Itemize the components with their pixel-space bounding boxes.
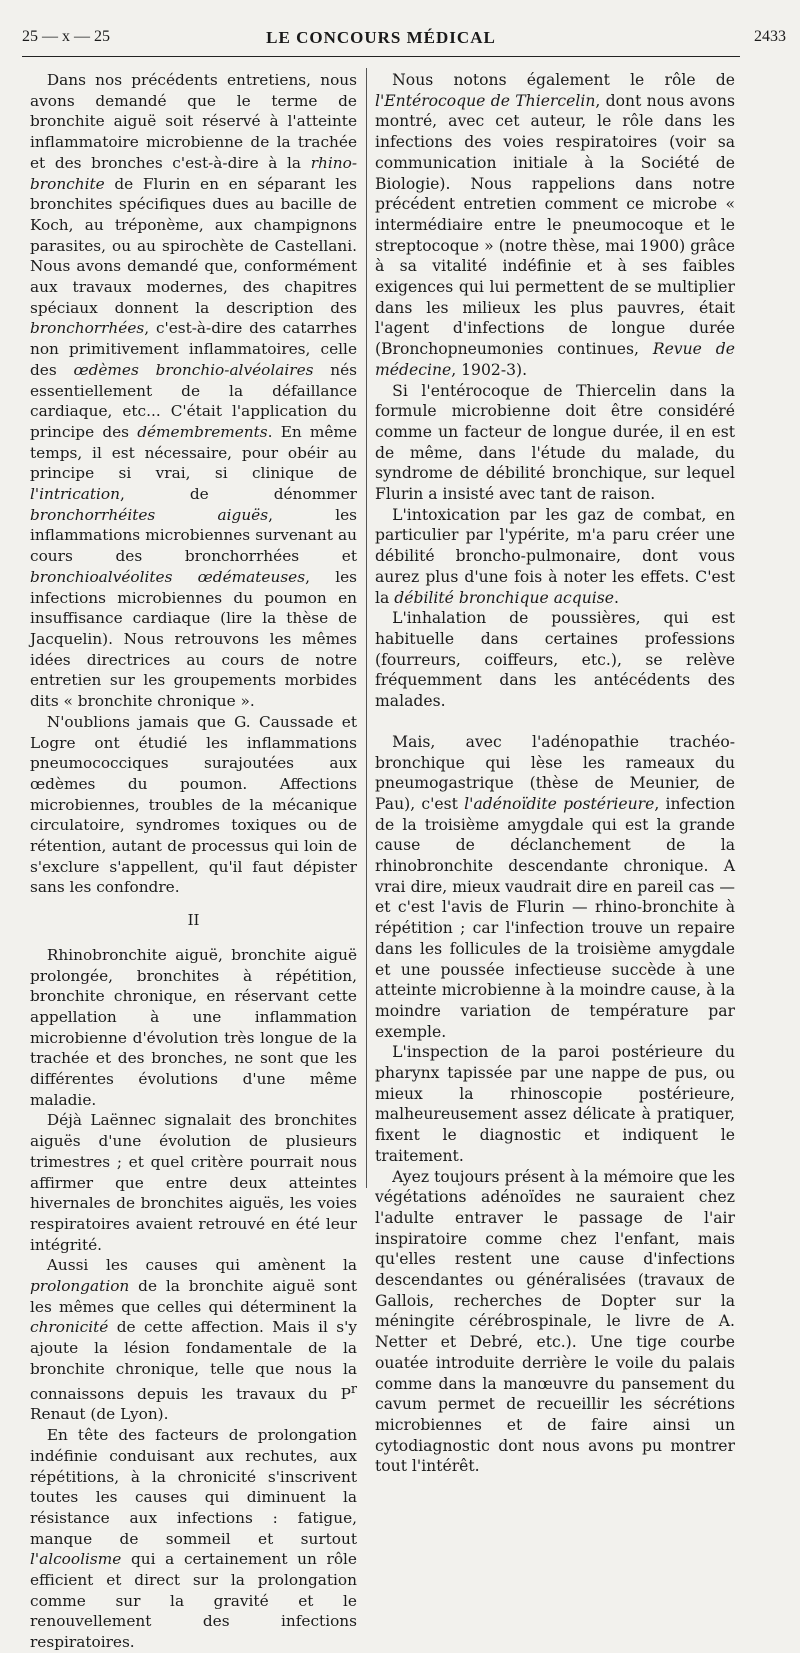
paragraph: Rhinobronchite aiguë, bronchite aiguë prolongée, bronchites à répétition, bronchite chronique, en réservant cette appellation à une inflammation microbienne d'évolution très longue de la trachée et des bronches, ne sont que les différentes évolutions d'une même maladie. [30,945,357,1109]
paragraph: Déjà Laënnec signalait des bronchites aiguës d'une évolution de plusieurs trimestres ; et quel critère pourrait nous affirmer que entre deux atteintes hivernales de bronchites aiguës, les voies respiratoires avaient retrouvé en été leur intégrité. [30,1111,357,1254]
page-number: 2433 [754,28,786,45]
paragraph: Mais, avec l'adénopathie trachéo-bronchique qui lèse les rameaux du pneumogastrique (thèse de Meunier, de Pau), c'est l'adénoïdite postérieure, infection de la troisième amygdale qui est la grande cause de déclanchement de la rhinobronchite descendante chronique. A vrai dire, mieux vaudrait dire en pareil cas — et c'est l'avis de Flurin — rhino-bronchite à répétition ; car l'infection trouve un repaire dans les follicules de la troisième amygdale et une poussée infectieuse succède à une atteinte microbienne à la moindre cause, à la moindre variation de température par exemple. [375,732,735,1041]
paragraph: Si l'entérocoque de Thiercelin dans la formule microbienne doit être considéré comme un facteur de longue durée, il en est de même, dans l'étude du malade, du syndrome de débilité bronchique, sur lequel Flurin a insisté avec tant de raison. [375,381,735,504]
paragraph: N'oublions jamais que G. Caussade et Logre ont étudié les inflammations pneumococciques surajoutées aux œdèmes du poumon. Affections microbiennes, troubles de la mécanique circulatoire, syndromes toxiques ou de rétention, autant de processus qui loin de s'exclure s'appellent, qu'il faut dépister sans les confondre. [30,712,357,897]
paragraph: Aussi les causes qui amènent la prolongation de la bronchite aiguë sont les mêmes que celles qui déterminent la chronicité de cette affection. Mais il s'y ajoute la lésion fondamentale de la bronchite chronique, telle que nous la connaissons depuis les travaux du $P^r$ Renaut (de Lyon). [30,1256,357,1424]
section-heading: II [187,911,200,930]
column-divider [366,68,367,1188]
header-issue-ref: 25 — x — 25 [22,28,110,45]
paragraph: L'inspection de la paroi postérieure du pharynx tapissée par une nappe de pus, ou mieux la rhinoscopie postérieure, malheureusement assez délicate à pratiquer, fixent le diagnostic et indiquent le traitement. [375,1043,735,1165]
left-column [30,70,357,1653]
paragraph: L'inhalation de poussières, qui est habituelle dans certaines professions (fourreurs, coiffeurs, etc.), se relève fréquemment dans les antécédents des malades. [375,609,735,711]
running-header [22,28,786,57]
paragraph: Ayez toujours présent à la mémoire que les végétations adénoïdes ne sauraient chez l'adulte entraver le passage de l'air inspiratoire comme chez l'enfant, mais qu'elles restent une cause d'infections descendantes ou généralisées (travaux de Gallois, recherches de Dopter sur la méningite cérébrospinale, le livre de A. Netter et Debré, etc.). Une tige courbe ouatée introduite derrière le voile du palais comme dans la manœuvre du pansement du cavum permet de recueillir les sécrétions microbiennes et de faire ainsi un cytodiagnostic dont nous avons pu montrer tout l'intérêt. [375,1167,735,1476]
journal-title: LE CONCOURS MÉDICAL [266,28,496,47]
paragraph: En tête des facteurs de prolongation indéfinie conduisant aux rechutes, aux répétitions, à la chronicité s'inscrivent toutes les causes qui diminuent la résistance aux infections : fatigue, manque de sommeil et surtout l'alcoolisme qui a certainement un rôle efficient et direct sur la prolongation comme sur la gravité et le renouvellement des infections respiratoires. [30,1426,357,1652]
spacer [375,712,735,732]
paragraph: Nous notons également le rôle de l'Entérocoque de Thiercelin, dont nous avons montré, avec cet auteur, le rôle dans les infections des voies respiratoires (voir sa communication initiale à la Société de Biologie). Nous rappelions dans notre précédent entretien comment ce microbe « intermédiaire entre le pneumocoque et le streptocoque » (notre thèse, mai 1900) grâce à sa vitalité indéfinie et à ses faibles exigences qui lui permettent de se multiplier dans les milieux les plus pauvres, était l'agent d'infections de longue durée (Bronchopneumonies continues, Revue de médecine, 1902-3). [375,71,735,379]
paragraph: Dans nos précédents entretiens, nous avons demandé que le terme de bronchite aiguë soit réservé à l'atteinte inflammatoire microbienne de la trachée et des bronches c'est-à-dire à la rhino-bronchite de Flurin en en séparant les bronchites spécifiques dues au bacille de Koch, au tréponème, aux champignons parasites, ou au spirochète de Castellani. Nous avons demandé que, conformément aux travaux modernes, des chapitres spéciaux donnent la description des bronchorrhées, c'est-à-dire des catarrhes non primitivement inflammatoires, celle des œdèmes bronchio-alvéolaires nés essentiellement de la défaillance cardiaque, etc... C'était l'application du principe des démembrements. En même temps, il est nécessaire, pour obéir au principe si vrai, si clinique de l'intrication, de dénommer bronchorrhéites aiguës, les inflammations microbiennes survenant au cours des bronchorrhées et bronchioalvéolites œdémateuses, les infections microbiennes du poumon en insuffisance cardiaque (lire la thèse de Jacquelin). Nous retrouvons les mêmes idées directrices au cours de notre entretien sur les groupements morbides dits « bronchite chronique ». [30,71,357,711]
paragraph: L'intoxication par les gaz de combat, en particulier par l'ypérite, m'a paru créer une débilité broncho-pulmonaire, dont vous aurez plus d'une fois à noter les effets. C'est la débilité bronchique acquise. [375,505,735,607]
right-column [375,70,735,1477]
